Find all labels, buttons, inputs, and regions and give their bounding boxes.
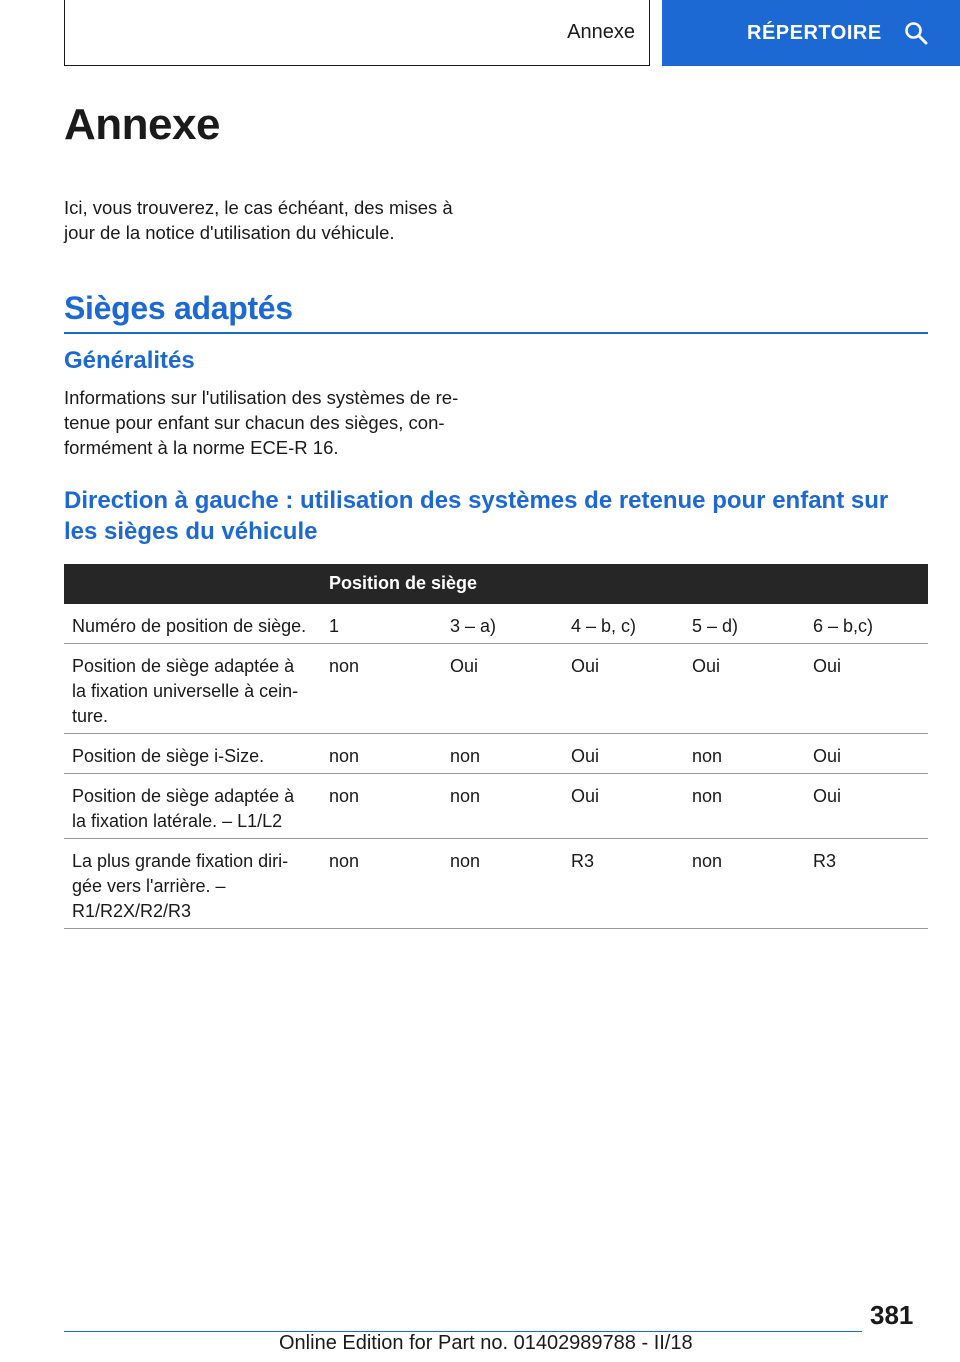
section-title: Sièges adaptés xyxy=(64,290,293,326)
table-cell: 4 – b, c) xyxy=(571,616,637,636)
table-cell: R3 xyxy=(813,851,837,871)
table-cell: 5 – d) xyxy=(692,616,739,636)
footer-edition: Online Edition for Part no. 01402989788 - II/18 xyxy=(279,1332,693,1354)
page-number: 381 xyxy=(870,1300,914,1330)
table-cell: non xyxy=(692,786,723,806)
page-title: Annexe xyxy=(64,100,220,149)
table-cell: Oui xyxy=(813,746,842,766)
table-cell: non xyxy=(450,786,481,806)
table-cell: non xyxy=(692,851,723,871)
table-row xyxy=(64,604,928,644)
search-icon xyxy=(904,21,928,45)
subsection-title: Généralités xyxy=(64,347,195,374)
row-label: La plus grande fixation diri-gée vers l'arrière. – R1/R2X/R2/R3 xyxy=(72,851,289,921)
seat-position-table xyxy=(64,564,928,929)
table-header-label: Position de siège xyxy=(329,573,478,593)
table-cell: Oui xyxy=(571,656,600,676)
header-section-label: Annexe xyxy=(567,21,635,43)
row-label: Position de siège adaptée à la fixation universelle à cein-ture. xyxy=(72,656,299,726)
table-cell: Oui xyxy=(571,786,600,806)
table-cell: non xyxy=(329,786,360,806)
table-cell: Oui xyxy=(692,656,721,676)
section-divider xyxy=(64,332,928,334)
table-cell: 3 – a) xyxy=(450,616,497,636)
table-row xyxy=(64,734,928,774)
intro-text: Ici, vous trouverez, le cas échéant, des mises à jour de la notice d'utilisation du véhicule. xyxy=(64,197,453,243)
row-label: Position de siège adaptée à la fixation latérale. – L1/L2 xyxy=(72,786,295,831)
table-cell: Oui xyxy=(571,746,600,766)
table-cell: non xyxy=(329,851,360,871)
directory-button[interactable] xyxy=(662,0,960,66)
table-row xyxy=(64,644,928,734)
table-cell: Oui xyxy=(813,786,842,806)
table-cell: R3 xyxy=(571,851,595,871)
table-header xyxy=(64,564,928,604)
table-cell: 6 – b,c) xyxy=(813,616,874,636)
table-cell: Oui xyxy=(813,656,842,676)
subsection-text: Informations sur l'utilisation des systèmes de re-tenue pour enfant sur chacun des sièges, con-formément à la norme ECE-R 16. xyxy=(64,387,459,458)
table-cell: non xyxy=(329,656,360,676)
directory-label: RÉPERTOIRE xyxy=(747,21,882,44)
row-label: Position de siège i-Size. xyxy=(72,746,265,766)
header-section-tab xyxy=(64,0,650,66)
table-cell: Oui xyxy=(450,656,479,676)
table-heading: Direction à gauche : utilisation des systèmes de retenue pour enfant sur les sièges du véhicule xyxy=(64,487,889,545)
table-cell: 1 xyxy=(329,616,340,636)
table-row xyxy=(64,774,928,839)
table-cell: non xyxy=(450,746,481,766)
table-cell: non xyxy=(450,851,481,871)
row-label: Numéro de position de siège. xyxy=(72,616,307,636)
table-cell: non xyxy=(329,746,360,766)
table-row xyxy=(64,839,928,929)
table-cell: non xyxy=(692,746,723,766)
